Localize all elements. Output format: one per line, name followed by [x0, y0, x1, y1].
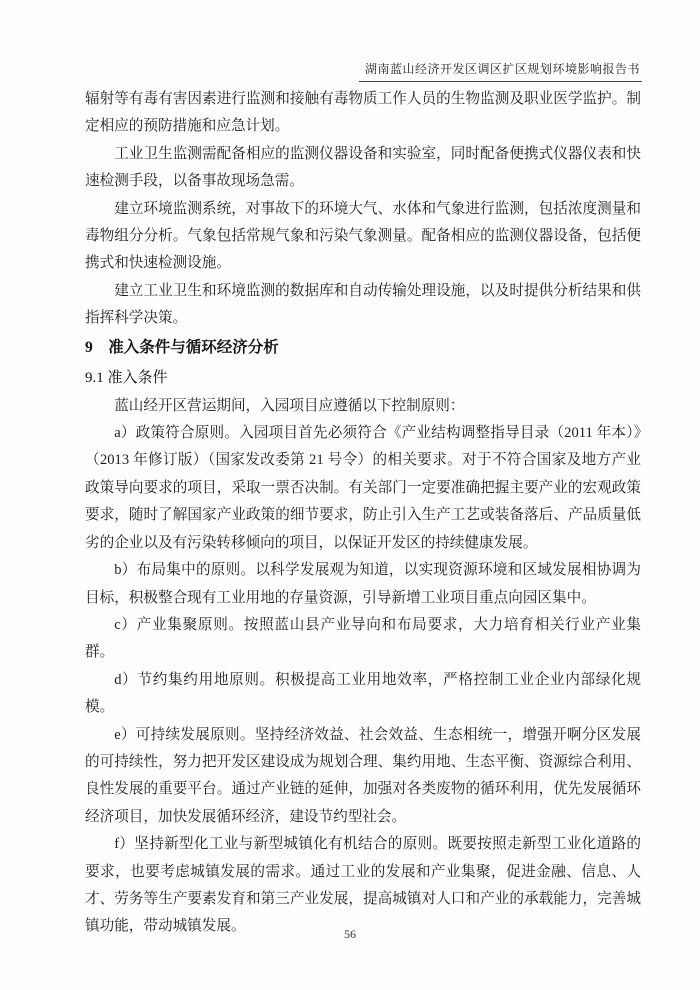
paragraph-industrial-hygiene: 工业卫生监测需配备相应的监测仪器设备和实验室，同时配备便携式仪器仪表和快速检测手段，以备事故现场急需。	[85, 145, 641, 190]
page-number: 56	[344, 927, 356, 941]
list-item-d-land-conservation: d）节约集约用地原则。积极提高工业用地效率，严格控制工业企业内部绿化规模。	[85, 671, 641, 716]
section-heading-9: 9 准入条件与循环经济分析	[85, 338, 279, 356]
paragraph-environment-monitoring: 建立环境监测系统，对事故下的环境大气、水体和气象进行监测，包括浓度测量和毒物组分分析。气象包括常规气象和污染气象测量。配备相应的监测仪器设备，包括便携式和快速检测设施。	[85, 200, 641, 272]
list-item-f-industrialization-urbanization: f）坚持新型化工业与新型城镇化有机结合的原则。既要按照走新型工业化道路的要求，也要考虑城镇发展的需求。通过工业的发展和产业集聚，促进金融、信息、人才、劳务等生产要素发育和第三产业发展，提高城镇对人口和产业的承载能力，完善城镇功能，带动城镇发展。	[85, 836, 641, 935]
list-item-b-concentrated-layout: b）布局集中的原则。以科学发展观为知道，以实现资源环境和区域发展相协调为目标，积极整合现有工业用地的存量资源，引导新增工业项目重点向园区集中。	[85, 562, 641, 606]
running-header	[359, 60, 642, 82]
paragraph-intro-principles: 蓝山经开区营运期间，入园项目应遵循以下控制原则：	[114, 397, 465, 414]
running-header-title: 湖南蓝山经济开发区调区扩区规划环境影响报告书	[364, 62, 640, 76]
subsection-heading-9-1: 9.1 准入条件	[85, 369, 168, 386]
list-item-a-policy-compliance: a）政策符合原则。入园项目首先必须符合《产业结构调整指导目录（2011 年本）》（2013 年修订版）（国家发改委第 21 号令）的相关要求。对于不符合国家及地方产业政策导向要求的项目，采取一票否决制。有关部门一定要准确把握主要产业的宏观政策要求，随时了解国家产业政策的细节要求，防止引入生产工艺或装备落后、产品质量低劣的企业以及有污染转移倾向的项目，以保证开发区的持续健康发展。	[85, 425, 641, 551]
list-item-c-industry-clustering: c）产业集聚原则。按照蓝山县产业导向和布局要求，大力培育相关行业产业集群。	[85, 616, 641, 661]
page-footer	[0, 927, 700, 942]
paragraph-radiation-monitoring: 辐射等有毒有害因素进行监测和接触有毒物质工作人员的生物监测及职业医学监护。制定相应的预防措施和应急计划。	[85, 91, 641, 135]
paragraph-monitoring-database: 建立工业卫生和环境监测的数据库和自动传输处理设施，以及时提供分析结果和供指挥科学决策。	[85, 282, 641, 327]
page-content	[85, 86, 641, 941]
list-item-e-sustainable-development: e）可持续发展原则。坚持经济效益、社会效益、生态相统一，增强开啊分区发展的可持续性，努力把开发区建设成为规划合理、集约用地、生态平衡、资源综合利用、良性发展的重要平台。通过产业链的延伸，加强对各类废物的循环利用，优先发展循环经济项目，加快发展循环经济，建设节约型社会。	[85, 726, 641, 825]
